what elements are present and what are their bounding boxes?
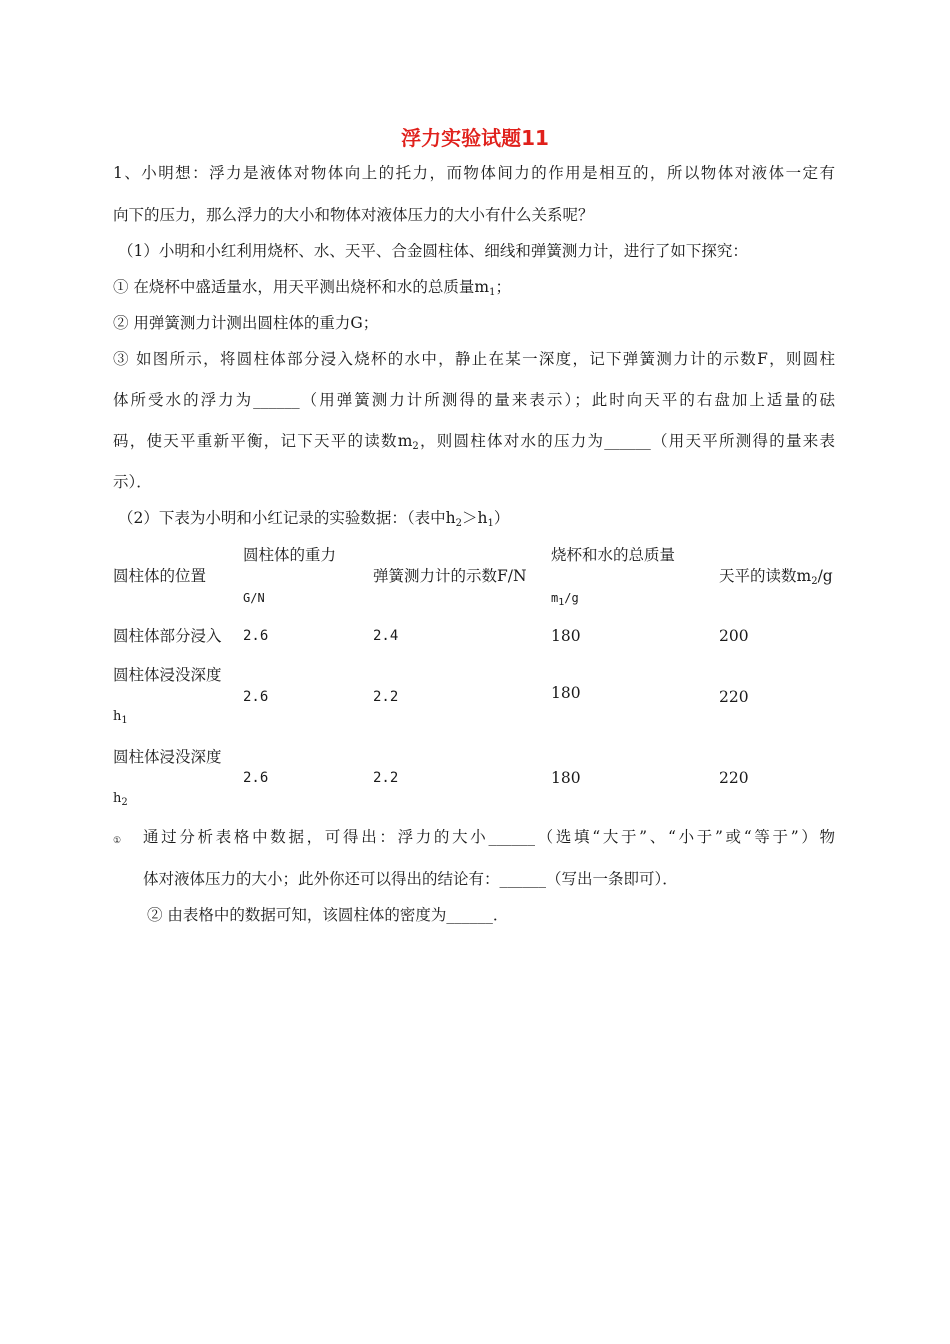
part-2-sub-1: 1: [487, 518, 494, 529]
header-beaker-mass: 烧杯和水的总质量: [551, 546, 676, 564]
row-3-h-symbol: h: [113, 791, 122, 806]
row-3-position-depth: [113, 789, 128, 813]
row-3-h-sub: 2: [121, 797, 128, 808]
part-2-sub-2: 2: [455, 518, 462, 529]
row-2-gravity: 2.6: [243, 689, 269, 705]
page-title: 浮力实验试题11: [401, 126, 549, 150]
conclusion-1-line-1: 通过分析表格中数据，可得出：浮力的大小______（选填“大于”、“小于”或“等于”）物: [143, 828, 836, 846]
step-3-line-4: 示）．: [113, 473, 152, 491]
question-1-line-1: 1、小明想：浮力是液体对物体向上的托力，而物体间力的作用是相互的，所以物体对液体一定有: [113, 164, 835, 182]
row-3-position: 圆柱体浸没深度: [113, 748, 222, 766]
step-1: [113, 277, 511, 303]
part-2-gt: ＞h: [461, 509, 488, 527]
question-1-line-2: 向下的压力，那么浮力的大小和物体对液体压力的大小有什么关系呢？: [113, 206, 594, 224]
row-2-h-symbol: h: [113, 709, 122, 724]
step-3-subscript: 2: [412, 441, 419, 452]
step-1-text: ① 在烧杯中盛适量水，用天平测出烧杯和水的总质量m: [113, 278, 490, 296]
header-balance-reading: [719, 566, 833, 592]
conclusion-marker: ①: [113, 836, 122, 846]
header-m2-unit: /g: [817, 567, 833, 585]
header-gravity-unit: G/N: [243, 591, 265, 605]
part-2-close: ）: [493, 509, 510, 527]
header-m2-text: 天平的读数m: [719, 567, 812, 585]
part-1-intro: （1）小明和小红利用烧杯、水、天平、合金圆柱体、细线和弹簧测力计，进行了如下探究：: [118, 242, 748, 260]
part-2-intro: [118, 508, 509, 534]
header-m1-symbol: m: [551, 591, 559, 605]
header-gravity: 圆柱体的重力: [243, 546, 337, 564]
row-2-m2: 220: [719, 688, 749, 706]
row-2-position-depth: [113, 707, 128, 731]
row-3-m1: 180: [551, 769, 581, 787]
row-2-m1: 180: [551, 684, 581, 702]
header-position: 圆柱体的位置: [113, 567, 207, 585]
row-3-gravity: 2.6: [243, 770, 269, 786]
row-2-position: 圆柱体浸没深度: [113, 666, 222, 684]
header-spring-reading: 弹簧测力计的示数F/N: [373, 567, 527, 585]
row-3-spring: 2.2: [373, 770, 399, 786]
step-3-line-3: [113, 431, 835, 457]
step-1-subscript: 1: [489, 287, 496, 298]
row-3-m2: 220: [719, 769, 749, 787]
step-1-end: ；: [495, 278, 512, 296]
header-m1-sub: 1: [558, 597, 565, 608]
row-1-m1: 180: [551, 627, 581, 645]
step-3-line-3-a: 码，使天平重新平衡，记下天平的读数m: [113, 432, 413, 450]
row-1-spring: 2.4: [373, 628, 399, 644]
step-3-line-3-b: ，则圆柱体对水的压力为______（用天平所测得的量来表: [418, 432, 835, 450]
row-1-gravity: 2.6: [243, 628, 269, 644]
header-beaker-mass-unit: [551, 588, 579, 613]
conclusion-2: ② 由表格中的数据可知，该圆柱体的密度为______．: [147, 906, 509, 924]
row-1-m2: 200: [719, 627, 749, 645]
step-2: ② 用弹簧测力计测出圆柱体的重力G；: [113, 314, 379, 332]
row-2-h-sub: 1: [121, 715, 128, 726]
conclusion-1-line-2: 体对液体压力的大小；此外你还可以得出的结论有：______（写出一条即可）．: [143, 870, 678, 888]
step-3-line-1: ③ 如图所示，将圆柱体部分浸入烧杯的水中，静止在某一深度，记下弹簧测力计的示数F，则圆柱: [113, 350, 835, 368]
row-1-position: 圆柱体部分浸入: [113, 627, 222, 645]
header-m2-sub: 2: [811, 576, 818, 587]
row-2-spring: 2.2: [373, 689, 399, 705]
header-m1-unit: /g: [564, 591, 579, 605]
step-3-line-2: 体所受水的浮力为______（用弹簧测力计所测得的量来表示）；此时向天平的右盘加上适量的砝: [113, 391, 835, 409]
part-2-intro-text: （2）下表为小明和小红记录的实验数据：（表中h: [118, 509, 456, 527]
